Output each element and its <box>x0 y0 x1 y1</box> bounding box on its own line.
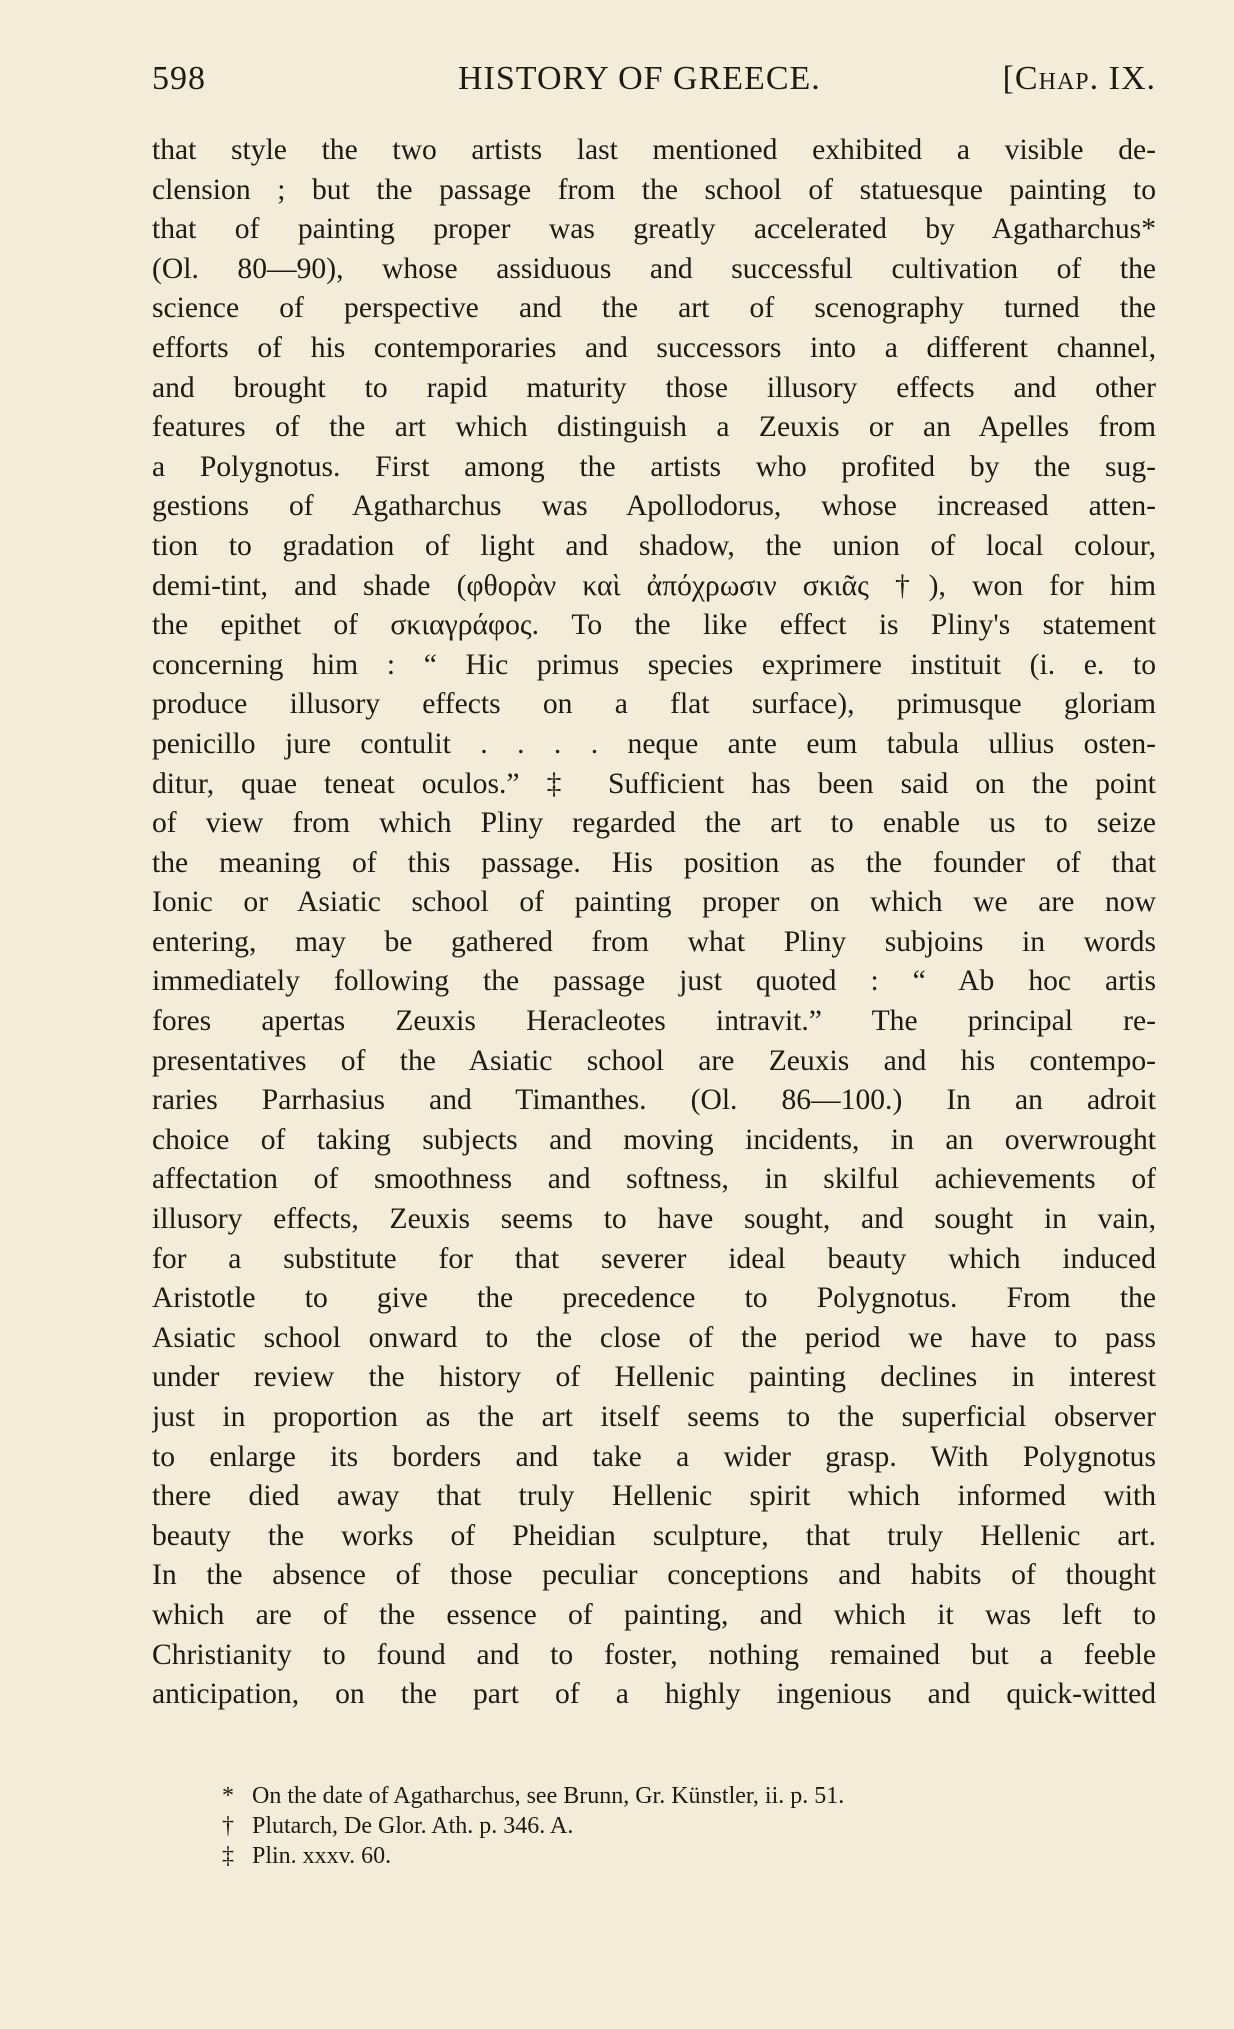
text-line: entering, may be gathered from what Pliny subjoins in words <box>152 925 1156 958</box>
text-line: choice of taking subjects and moving incidents, in an overwrought <box>152 1123 1156 1156</box>
text-line: Christianity to found and to foster, nothing remained but a feeble <box>152 1638 1156 1671</box>
text-line: features of the art which distinguish a Zeuxis or an Apelles from <box>152 411 1156 444</box>
text-line: that style the two artists last mentioned exhibited a visible de- <box>152 134 1156 166</box>
footnote-mark: ‡ <box>222 1843 234 1869</box>
text-line: In the absence of those peculiar conceptions and habits of thought <box>152 1559 1156 1592</box>
footnote <box>222 1781 1122 1811</box>
footnote-text: Plin. xxxv. 60. <box>252 1843 392 1869</box>
text-line: science of perspective and the art of scenography turned the <box>152 292 1156 325</box>
text-line: presentatives of the Asiatic school are Zeuxis and his contempo- <box>152 1044 1156 1077</box>
footnote <box>222 1841 1122 1871</box>
text-line: anticipation, on the part of a highly ingenious and quick-witted <box>152 1678 1156 1711</box>
text-line: tion to gradation of light and shadow, the union of local colour, <box>152 529 1156 562</box>
text-line: clension ; but the passage from the school of statuesque painting to <box>152 173 1156 206</box>
text-line: fores apertas Zeuxis Heracleotes intravit.” The principal re- <box>152 1005 1156 1038</box>
footnote <box>222 1811 1122 1841</box>
running-header <box>152 60 1156 106</box>
text-line: beauty the works of Pheidian sculpture, that truly Hellenic art. <box>152 1519 1156 1552</box>
text-line: affectation of smoothness and softness, in skilful achievements of <box>152 1163 1156 1196</box>
text-line: a Polygnotus. First among the artists who profited by the sug- <box>152 450 1156 483</box>
text-line: raries Parrhasius and Timanthes. (Ol. 86—100.) In an adroit <box>152 1084 1156 1117</box>
text-line: for a substitute for that severer ideal beauty which induced <box>152 1242 1156 1275</box>
book-title: HISTORY OF GREECE. <box>458 60 821 97</box>
text-line: and brought to rapid maturity those illusory effects and other <box>152 371 1156 404</box>
footnote-mark: * <box>222 1783 234 1809</box>
text-line: which are of the essence of painting, and which it was left to <box>152 1598 1156 1631</box>
page-number: 598 <box>152 60 206 97</box>
text-line: that of painting proper was greatly accelerated by Agatharchus* <box>152 213 1156 246</box>
text-line: just in proportion as the art itself seems to the superficial observer <box>152 1401 1156 1433</box>
body-text <box>152 131 1156 1715</box>
text-line: there died away that truly Hellenic spirit which informed with <box>152 1480 1156 1513</box>
footnote-text: Plutarch, De Glor. Ath. p. 346. A. <box>252 1813 574 1839</box>
footnote-mark: † <box>222 1813 234 1839</box>
text-line: to enlarge its borders and take a wider grasp. With Polygnotus <box>152 1440 1156 1473</box>
footnote-text: On the date of Agatharchus, see Brunn, Gr. Künstler, ii. p. 51. <box>252 1783 845 1809</box>
text-line: gestions of Agatharchus was Apollodorus, whose increased atten- <box>152 490 1156 523</box>
text-line: Asiatic school onward to the close of the period we have to pass <box>152 1321 1156 1354</box>
text-line: ditur, quae teneat oculos.” ‡ Sufficient has been said on the point <box>152 767 1156 800</box>
text-line: efforts of his contemporaries and successors into a different channel, <box>152 331 1156 364</box>
chapter-label: [Chap. IX. <box>1002 60 1156 97</box>
text-line: concerning him : “ Hic primus species exprimere instituit (i. e. to <box>152 648 1156 681</box>
text-line: penicillo jure contulit . . . . neque ante eum tabula ullius osten- <box>152 727 1156 760</box>
text-line: immediately following the passage just quoted : “ Ab hoc artis <box>152 965 1156 998</box>
text-line: demi-tint, and shade (φθορὰν καὶ ἀπόχρωσιν σκιᾶς †), won for him <box>152 569 1156 602</box>
text-line: produce illusory effects on a flat surface), primusque gloriam <box>152 688 1156 721</box>
text-line: (Ol. 80—90), whose assiduous and successful cultivation of the <box>152 252 1156 285</box>
footnotes <box>222 1781 1122 1871</box>
text-line: of view from which Pliny regarded the art to enable us to seize <box>152 807 1156 840</box>
text-line: under review the history of Hellenic painting declines in interest <box>152 1361 1156 1394</box>
text-line: Ionic or Asiatic school of painting proper on which we are now <box>152 886 1156 919</box>
text-line: illusory effects, Zeuxis seems to have sought, and sought in vain, <box>152 1203 1156 1236</box>
text-line: Aristotle to give the precedence to Polygnotus. From the <box>152 1282 1156 1315</box>
text-line: the epithet of σκιαγράφος. To the like effect is Pliny's statement <box>152 609 1156 642</box>
text-line: the meaning of this passage. His position as the founder of that <box>152 846 1156 879</box>
